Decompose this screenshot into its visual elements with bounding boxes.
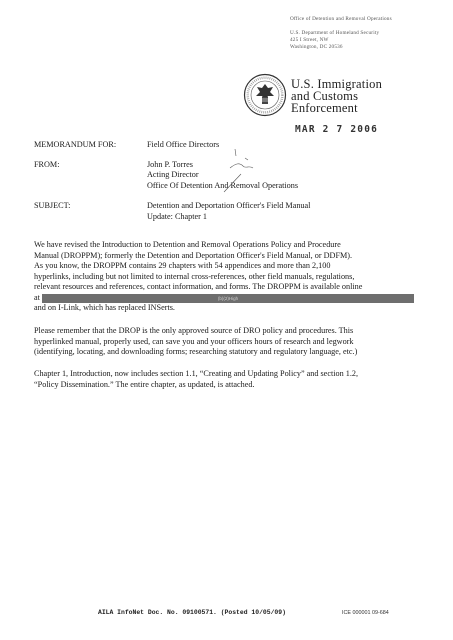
redact-prefix: at	[34, 292, 40, 302]
signature-mark	[215, 146, 275, 196]
from-name: John P. Torres	[147, 160, 193, 169]
paragraph-2	[34, 326, 409, 358]
from-title: Acting Director	[147, 170, 199, 179]
to-value: Field Office Directors	[147, 140, 220, 149]
paragraph-line: “Policy Dissemination.” The entire chapter, as updated, is attached.	[34, 379, 255, 389]
paragraph-line: relevant resources and references, contact information, and forms. The DROPPM is available online	[34, 282, 363, 291]
paragraph-line: Chapter 1, Introduction, now includes section 1.1, “Creating and Updating Policy” and section 1.2,	[34, 369, 359, 378]
redaction-box: (b)(2)High	[42, 294, 414, 303]
from-office: Office Of Detention And Removal Operations	[147, 181, 299, 190]
footer-doc-number: AILA InfoNet Doc. No. 09100571. (Posted 10/05/09)	[98, 609, 286, 616]
subject-label: SUBJECT:	[34, 201, 71, 210]
agency-name-line1: U.S. Immigration	[291, 77, 383, 91]
agency-name-line3: Enforcement	[291, 101, 358, 115]
from-label: FROM:	[34, 160, 60, 169]
office-line: Office of Detention and Removal Operations	[290, 16, 392, 22]
paragraph-line: hyperlinked manual, properly used, can save you and your officers hours of research and legwork	[34, 336, 354, 346]
department-line: U.S. Department of Homeland Security	[290, 30, 380, 36]
paragraph-line: and on I-Link, which has replaced INSerts.	[34, 303, 175, 312]
paragraph-line: As you know, the DROPPM contains 29 chapters with 54 appendices and more than 2,100	[34, 261, 331, 270]
paragraph-line: We have revised the Introduction to Detention and Removal Operations Policy and Procedure	[34, 240, 341, 249]
paragraph-line: Manual (DROPPM); formerly the Detention and Deportation Officer's Field Manual, or DDFM).	[34, 250, 353, 260]
paragraph-1	[34, 240, 409, 314]
city-line: Washington, DC 20536	[290, 44, 343, 50]
bates-number: ICE 000001 09-684	[342, 610, 389, 616]
paragraph-3	[34, 369, 409, 390]
paragraph-line: Please remember that the DROP is the only approved source of DRO policy and procedures. This	[34, 326, 354, 335]
paragraph-line: hyperlinks, including but not limited to internal cross-references, other field manuals, regulations,	[34, 271, 355, 281]
subject-line2: Update: Chapter 1	[147, 212, 208, 221]
street-line: 425 I Street, NW	[290, 37, 329, 43]
date-stamp: MAR 2 7 2006	[295, 124, 379, 135]
subject-line1: Detention and Deportation Officer's Field Manual	[147, 201, 311, 210]
dhs-seal-icon	[243, 73, 287, 117]
redacted-line	[34, 293, 409, 304]
agency-name-line2: and Customs	[291, 89, 359, 103]
to-label: MEMORANDUM FOR:	[34, 140, 117, 149]
paragraph-line: (identifying, locating, and downloading forms; researching statutory and regulatory language, etc.)	[34, 347, 358, 356]
